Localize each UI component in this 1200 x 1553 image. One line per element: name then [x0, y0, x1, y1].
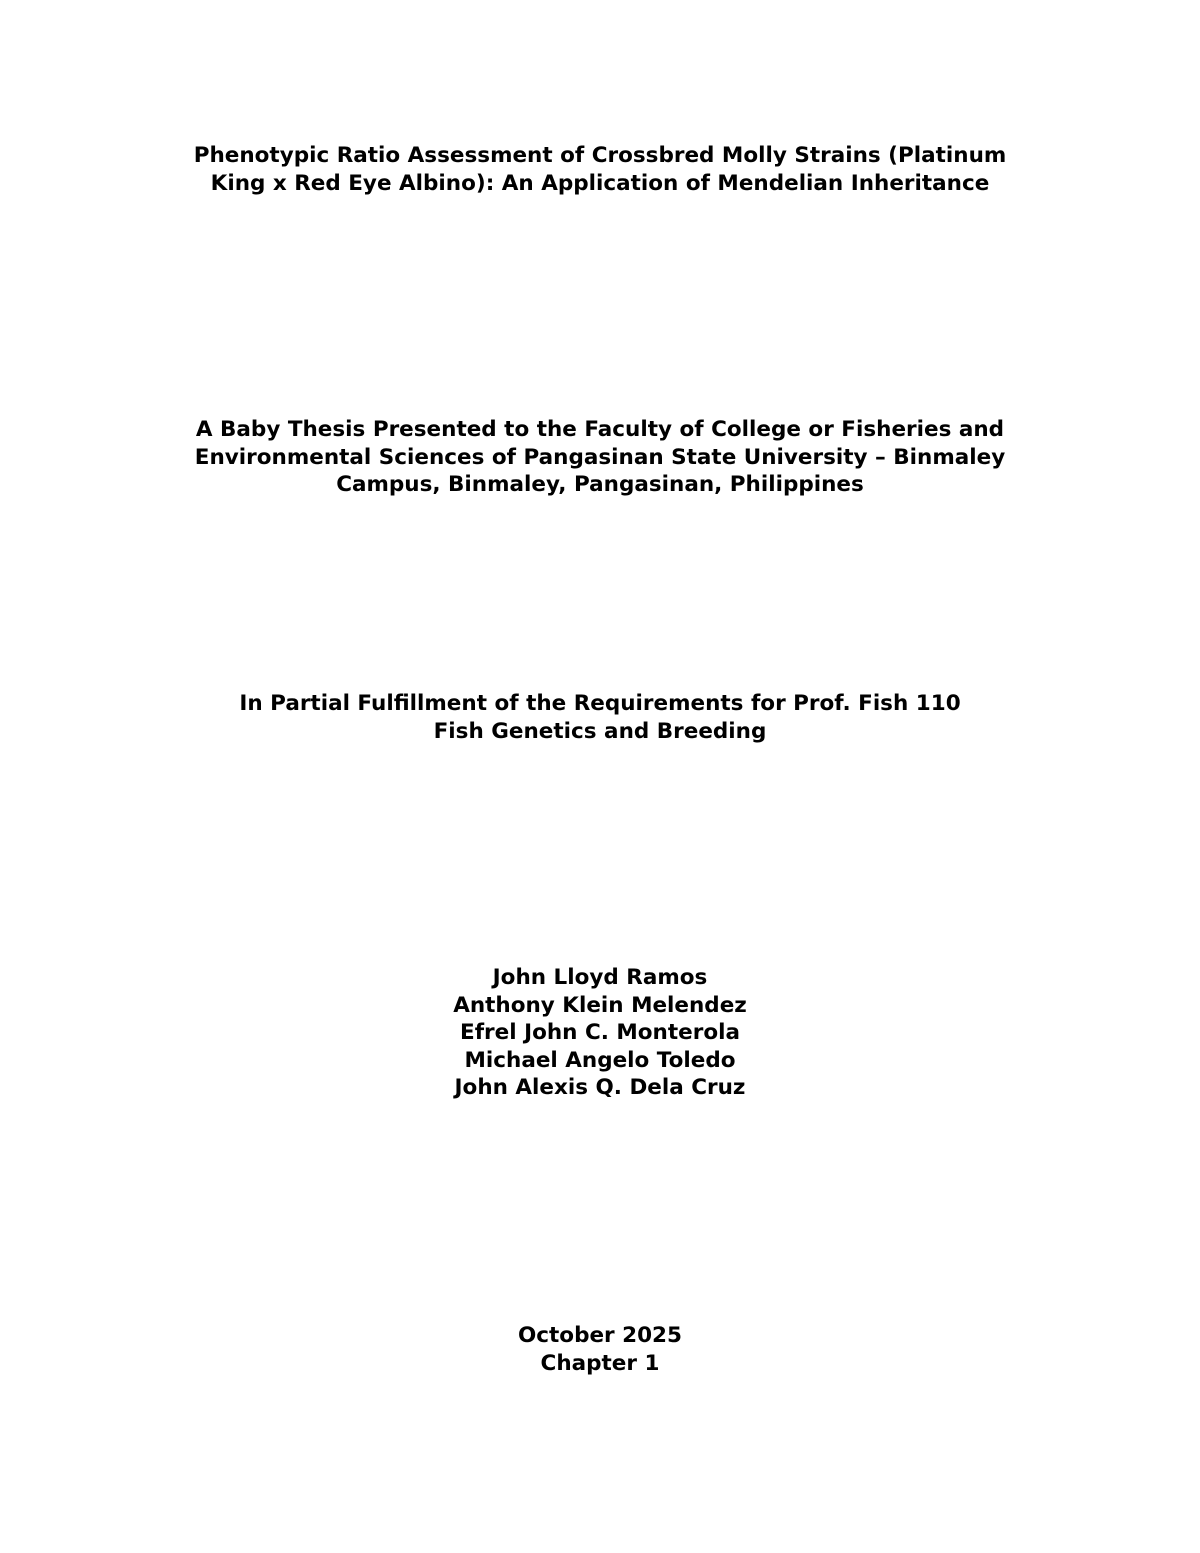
thesis-title: [0, 142, 1200, 197]
fulfillment-line: In Partial Fulfillment of the Requirements for Prof. Fish 110: [239, 691, 961, 716]
fulfillment-line: Fish Genetics and Breeding: [433, 718, 767, 744]
presentation-statement: [0, 416, 1200, 499]
author-list: [0, 964, 1200, 1102]
presentation-line: Environmental Sciences of Pangasinan State University – Binmaley: [194, 444, 1006, 470]
fulfillment-statement: [0, 690, 1200, 745]
title-line: King x Red Eye Albino): An Application of Mendelian Inheritance: [210, 170, 990, 196]
author-name: Efrel John C. Monterola: [460, 1020, 740, 1045]
date-and-chapter: [0, 1322, 1200, 1377]
chapter-label: Chapter 1: [540, 1350, 660, 1376]
presentation-line: Campus, Binmaley, Pangasinan, Philippines: [336, 472, 864, 497]
title-line: Phenotypic Ratio Assessment of Crossbred Molly Strains (Platinum: [193, 143, 1007, 168]
presentation-line: A Baby Thesis Presented to the Faculty of College or Fisheries and: [195, 417, 1005, 442]
submission-date: October 2025: [518, 1323, 682, 1348]
author-name: John Alexis Q. Dela Cruz: [454, 1075, 746, 1100]
author-name: Michael Angelo Toledo: [464, 1047, 736, 1073]
author-name: John Lloyd Ramos: [492, 965, 708, 990]
author-name: Anthony Klein Melendez: [453, 992, 747, 1018]
